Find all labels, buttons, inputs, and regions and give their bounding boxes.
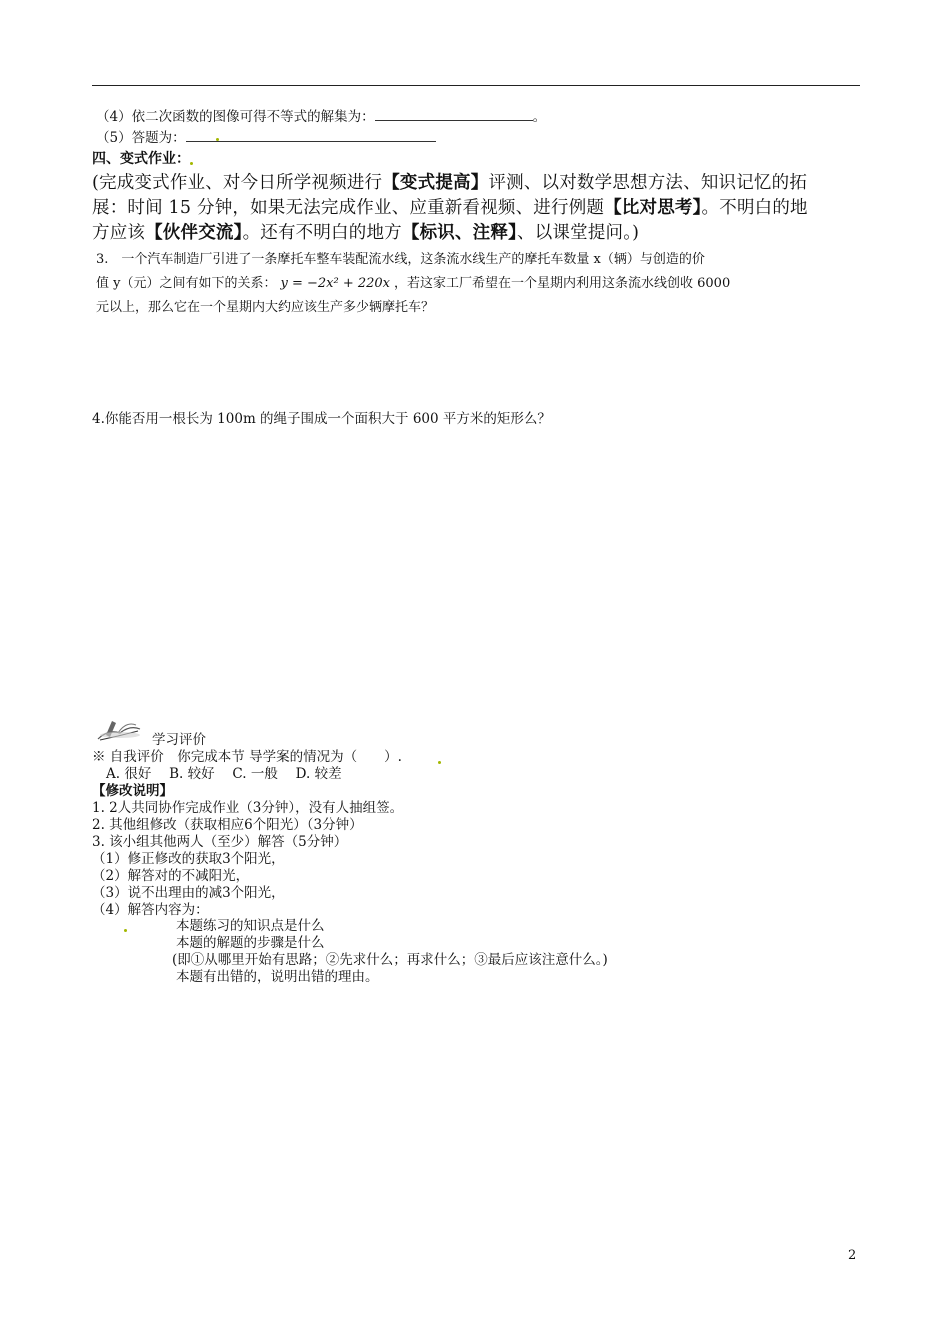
- answer-blank-4[interactable]: [375, 108, 533, 121]
- intro-line-1: [92, 170, 807, 197]
- intro-text: (完成变式作业、对今日所学视频进行: [92, 173, 383, 193]
- item-4-end: 。: [532, 109, 547, 125]
- revise-heading: 【修改说明】: [92, 783, 173, 799]
- intro-bold: 【伙伴交流】: [145, 223, 243, 243]
- intro-text: 。还有不明白的地方: [242, 223, 402, 243]
- intro-bold: 【标识、注释】: [401, 223, 518, 243]
- intro-bold: 【变式提高】: [382, 173, 489, 193]
- header-rule: [92, 85, 860, 86]
- item-4: [96, 108, 546, 125]
- revise-item: 1. 2人共同协作完成作业（3分钟），没有人抽组签。: [92, 800, 404, 816]
- intro-text: 方应该: [92, 223, 146, 243]
- revise-item: 3. 该小组其他两人（至少）解答（5分钟）: [92, 834, 348, 850]
- item-5-text: （5）答题为：: [96, 130, 186, 146]
- revise-item: （2）解答对的不减阳光，: [92, 868, 250, 884]
- item-5: [96, 129, 436, 146]
- section-4-heading: 四、变式作业：: [92, 151, 190, 167]
- self-eval: ※ 自我评价 你完成本节 导学案的情况为（ ）.: [92, 749, 402, 765]
- revise-item: （3）说不出理由的减3个阳光，: [92, 885, 285, 901]
- question-3-line-3: 元以上，那么它在一个星期内大约应该生产多少辆摩托车？: [96, 300, 435, 315]
- decor-dot: [124, 929, 127, 932]
- intro-line-3: [92, 220, 639, 247]
- intro-bold: 【比对思考】: [604, 198, 702, 218]
- decor-dot: [216, 138, 219, 141]
- q3-formula: y = −2x² + 220x: [280, 276, 390, 291]
- intro-text: 。不明白的地: [701, 198, 808, 218]
- answer-item: 本题练习的知识点是什么: [176, 918, 325, 934]
- answer-item: 本题有出错的，说明出错的理由。: [176, 969, 379, 985]
- intro-line-2: [92, 195, 808, 222]
- intro-text: 评测、以对数学思想方法、知识记忆的拓: [488, 173, 808, 193]
- revise-item: （1）修正修改的获取3个阳光，: [92, 851, 285, 867]
- answer-item: (即①从哪里开始有思路；②先求什么；再求什么；③最后应该注意什么。): [172, 952, 608, 968]
- answer-item: 本题的解题的步骤是什么: [176, 935, 325, 951]
- decor-dot: [190, 162, 193, 165]
- intro-text: 、以课堂提问。): [517, 223, 640, 243]
- question-3-line-1: 3. 一个汽车制造厂引进了一条摩托车整车装配流水线，这条流水线生产的摩托车数量 x（辆）与创造的价: [96, 252, 705, 267]
- question-3-line-2: [96, 272, 730, 296]
- q3-text: 值 y（元）之间有如下的关系：: [96, 276, 277, 291]
- evaluation-title: 学习评价: [152, 732, 206, 748]
- intro-text: 展：时间 15 分钟，如果无法完成作业、应重新看视频、进行例题: [92, 198, 605, 218]
- answer-blank-5[interactable]: [186, 129, 436, 142]
- eval-options[interactable]: A. 很好 B. 较好 C. 一般 D. 较差: [106, 766, 342, 782]
- question-4: 4.你能否用一根长为 100m 的绳子围成一个面积大于 600 平方米的矩形么？: [92, 411, 551, 427]
- page-number: 2: [848, 1248, 857, 1263]
- book-pen-icon: [96, 715, 142, 743]
- revise-item: （4）解答内容为：: [92, 902, 209, 918]
- decor-dot: [438, 761, 441, 764]
- item-4-text: （4）依二次函数的图像可得不等式的解集为：: [96, 109, 375, 125]
- q3-text: ，若这家工厂希望在一个星期内利用这条流水线创收 6000: [394, 276, 731, 291]
- revise-item: 2. 其他组修改（获取相应6个阳光）（3分钟）: [92, 817, 363, 833]
